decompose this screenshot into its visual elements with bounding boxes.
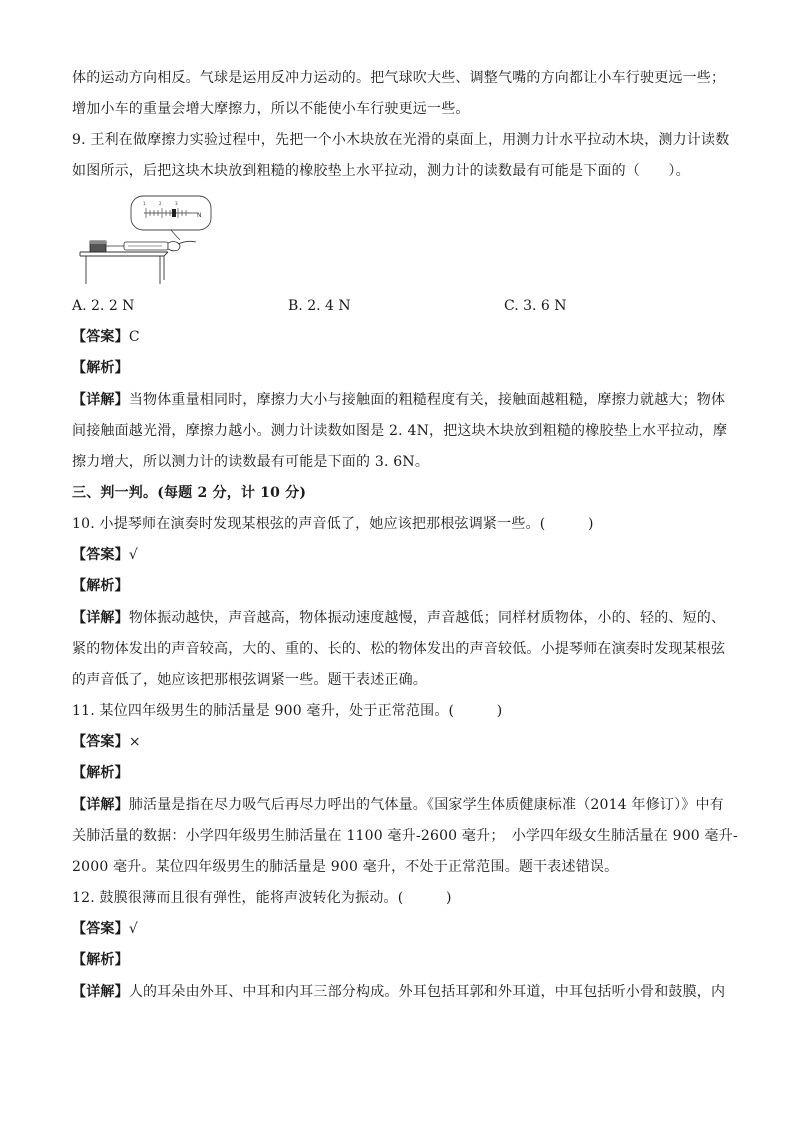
detail-text: 当物体重量相同时，摩擦力大小与接触面的粗糙程度有关，接触面越粗糙，摩擦力就越大；物体 [128,392,726,408]
detail-text: 肺活量是指在尽力吸气后再尽力呼出的气体量。《国家学生体质健康标准（2014 年修订）》中有 [128,797,724,813]
analysis-label: 解析 [86,578,115,594]
detail-tag: 【详解】 [72,984,129,1000]
question-9-text: 9. 王利在做摩擦力实验过程中，先把一个小木块放在光滑的桌面上，用测力计水平拉动木块，测力计读数 [72,132,730,148]
detail-tag: 【详解】 [72,610,129,626]
answer-tag: 【答案】 [72,921,129,937]
unit-label: N [197,212,202,219]
answer-line [72,545,732,565]
detail-tag: 【详解】 [72,797,129,813]
detail-text: 物体振动越快，声音越高，物体振动速度越慢，声音越低；同样材质物体，小的、轻的、短的、 [128,610,726,626]
question-12-text: 12. 鼓膜很薄而且很有弹性，能将声波转化为振动。( ) [72,890,452,906]
question-9-text: 如图所示，后把这块木块放到粗糙的橡胶垫上水平拉动，测力计的读数最有可能是下面的（ ）。 [72,163,690,179]
answer-value: C [128,329,140,345]
answer-value: × [128,734,141,750]
answer-line [72,327,732,347]
detail-text: 人的耳朵由外耳、中耳和内耳三部分构成。外耳包括耳郭和外耳道，中耳包括听小骨和鼓膜，内 [128,984,726,1000]
spring-scale-figure [76,194,226,286]
analysis-line: 【解析】 [72,578,129,594]
answer-value: √ [128,921,138,937]
detail-line [72,795,732,815]
option-b: B. 2. 4 N [288,298,351,314]
detail-line: 紧的物体发出的声音较高，大的、重的、长的、松的物体发出的声音较低。小提琴师在演奏时发现某根弦 [72,641,726,657]
analysis-label: 解析 [86,765,115,781]
option-a: A. 2. 2 N [72,298,135,314]
text-line: 体的运动方向相反。气球是运用反冲力运动的。把气球吹大些、调整气嘴的方向都让小车行驶更远一些； [72,70,726,86]
detail-line [72,982,732,1002]
question-10-text: 10. 小提琴师在演奏时发现某根弦的声音低了，她应该把那根弦调紧一些。( ) [72,516,594,532]
answer-value: √ [128,547,138,563]
detail-line: 关肺活量的数据：小学四年级男生肺活量在 1100 毫升-2600 毫升； 小学四年级女生肺活量在 900 毫升- [72,828,738,844]
answer-tag: 【答案】 [72,547,129,563]
analysis-line: 【解析】 [72,360,129,376]
option-c: C. 3. 6 N [504,298,567,314]
analysis-label: 解析 [86,952,115,968]
svg-text:1: 1 [143,201,146,206]
detail-line: 2000 毫升。某位四年级男生的肺活量是 900 毫升，不处于正常范围。题干表述错误。 [72,859,619,875]
detail-line [72,608,732,628]
answer-line [72,919,732,939]
detail-line: 的声音低了，她应该把那根弦调紧一些。题干表述正确。 [72,672,427,688]
analysis-label: 解析 [86,360,115,376]
detail-tag: 【详解】 [72,392,129,408]
detail-line: 擦力增大，所以测力计的读数最有可能是下面的 3. 6N。 [72,454,430,470]
svg-text:3: 3 [175,201,178,206]
text-line: 增加小车的重量会增大摩擦力，所以不能使小车行驶更远一些。 [72,101,470,117]
detail-line: 间接触面越光滑，摩擦力越小。测力计读数如图是 2. 4N，把这块木块放到粗糙的橡胶垫上水平拉动，摩 [72,423,728,439]
analysis-line: 【解析】 [72,765,129,781]
analysis-line: 【解析】 [72,952,129,968]
detail-line [72,390,732,410]
question-11-text: 11. 某位四年级男生的肺活量是 900 毫升，处于正常范围。( ) [72,703,503,719]
section-heading: 三、判一判。(每题 2 分，计 10 分) [72,485,307,501]
answer-tag: 【答案】 [72,329,129,345]
answer-tag: 【答案】 [72,734,129,750]
svg-text:2: 2 [159,201,162,206]
answer-line [72,732,732,752]
